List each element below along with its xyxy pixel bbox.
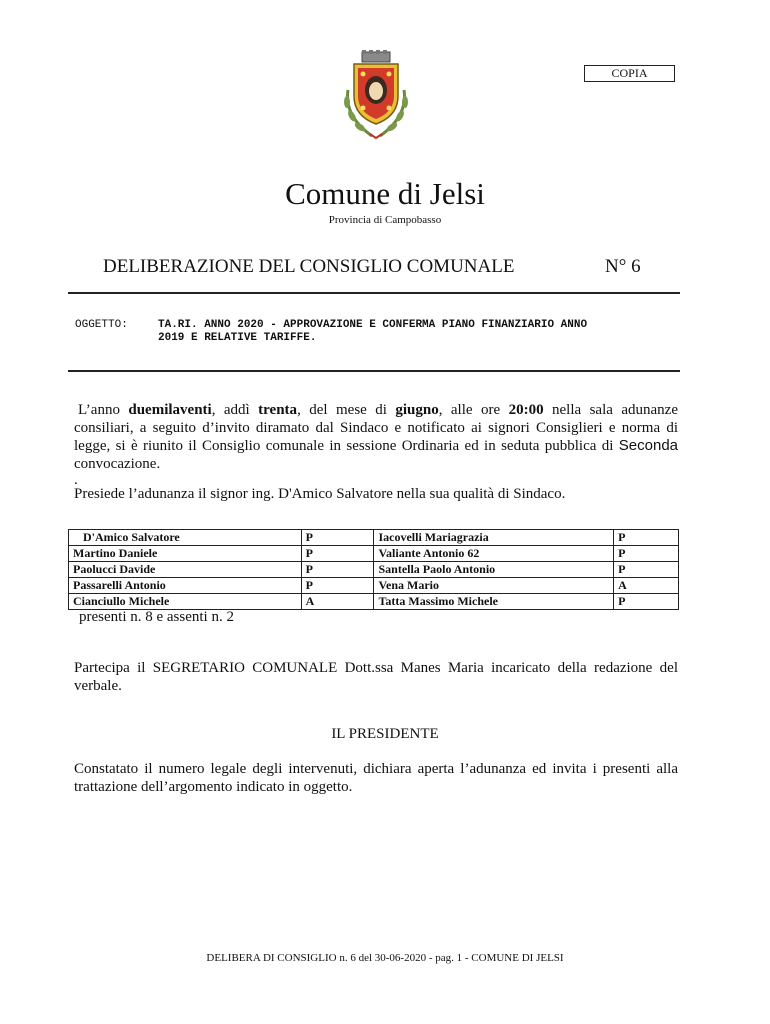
divider-bottom	[68, 370, 680, 372]
quorum-paragraph: Constatato il numero legale degli intervenuti, dichiara aperta l’adunanza ed invita i presenti alla trattazione dell’argomento indicato in oggetto.	[74, 761, 678, 795]
dot-line: .	[74, 472, 78, 488]
intro-text: , addì	[211, 402, 259, 418]
subject-line-2: 2019 E RELATIVE TARIFFE.	[158, 332, 317, 344]
subject-text	[158, 319, 678, 345]
intro-paragraph	[74, 402, 678, 473]
president-heading: IL PRESIDENTE	[331, 726, 439, 742]
table-row	[69, 546, 679, 562]
attendance-status: P	[301, 562, 374, 578]
councillor-name: Tatta Massimo Michele	[374, 594, 614, 610]
table-row	[69, 562, 679, 578]
councillor-name: Cianciullo Michele	[69, 594, 302, 610]
intro-text: nella sala adunanze consiliari, a seguito d’invito diramato dal Sindaco e notificato ai signori Consiglieri e norma di legge, si è riunito il Consiglio comunale in sessione Ordinaria ed in seduta pubblica di	[74, 402, 678, 454]
attendance-status: P	[301, 546, 374, 562]
intro-text: , alle ore	[438, 402, 509, 418]
councillor-name: Paolucci Davide	[69, 562, 302, 578]
councillor-name: Vena Mario	[374, 578, 614, 594]
councillor-name: Valiante Antonio 62	[374, 546, 614, 562]
year-value: duemilaventi	[128, 402, 212, 418]
councillor-name: Santella Paolo Antonio	[374, 562, 614, 578]
attendance-table	[68, 529, 679, 610]
page-footer: DELIBERA DI CONSIGLIO n. 6 del 30-06-2020 - pag. 1 - COMUNE DI JELSI	[206, 952, 564, 964]
table-row	[69, 530, 679, 546]
day-value: trenta	[258, 402, 298, 418]
councillor-name: D'Amico Salvatore	[69, 530, 302, 546]
subject-label: OGGETTO:	[75, 319, 128, 331]
attendance-status: P	[301, 530, 374, 546]
table-row	[69, 578, 679, 594]
secretary-paragraph: Partecipa il SEGRETARIO COMUNALE Dott.ssa Manes Maria incaricato della redazione del verbale.	[74, 660, 678, 694]
attendance-status: P	[614, 562, 679, 578]
municipality-title: Comune di Jelsi	[285, 176, 485, 211]
presiede-line: Presiede l’adunanza il signor ing. D'Amico Salvatore nella sua qualità di Sindaco.	[74, 486, 566, 502]
attendance-status: P	[614, 530, 679, 546]
attendance-status: P	[614, 546, 679, 562]
coat-of-arms-logo	[338, 50, 414, 142]
deliberation-heading: DELIBERAZIONE DEL CONSIGLIO COMUNALE	[103, 256, 515, 277]
month-value: giugno	[395, 402, 439, 418]
table-row	[69, 594, 679, 610]
intro-text: convocazione.	[74, 455, 161, 472]
attendance-status: A	[614, 578, 679, 594]
deliberation-number: N° 6	[605, 256, 641, 277]
attendance-status: A	[301, 594, 374, 610]
intro-text: , del mese di	[297, 402, 396, 418]
time-value: 20:00	[508, 402, 544, 418]
subject-line-1: TA.RI. ANNO 2020 - APPROVAZIONE E CONFERMA PIANO FINANZIARIO ANNO	[158, 319, 588, 331]
session-value: Seconda	[618, 437, 678, 454]
attendance-summary: presenti n. 8 e assenti n. 2	[79, 609, 234, 625]
intro-text: L’anno	[78, 402, 129, 418]
attendance-status: P	[301, 578, 374, 594]
councillor-name: Iacovelli Mariagrazia	[374, 530, 614, 546]
copia-stamp: COPIA	[584, 65, 675, 82]
councillor-name: Martino Daniele	[69, 546, 302, 562]
attendance-status: P	[614, 594, 679, 610]
province-subtitle: Provincia di Campobasso	[328, 214, 442, 226]
councillor-name: Passarelli Antonio	[69, 578, 302, 594]
divider-top	[68, 292, 680, 294]
